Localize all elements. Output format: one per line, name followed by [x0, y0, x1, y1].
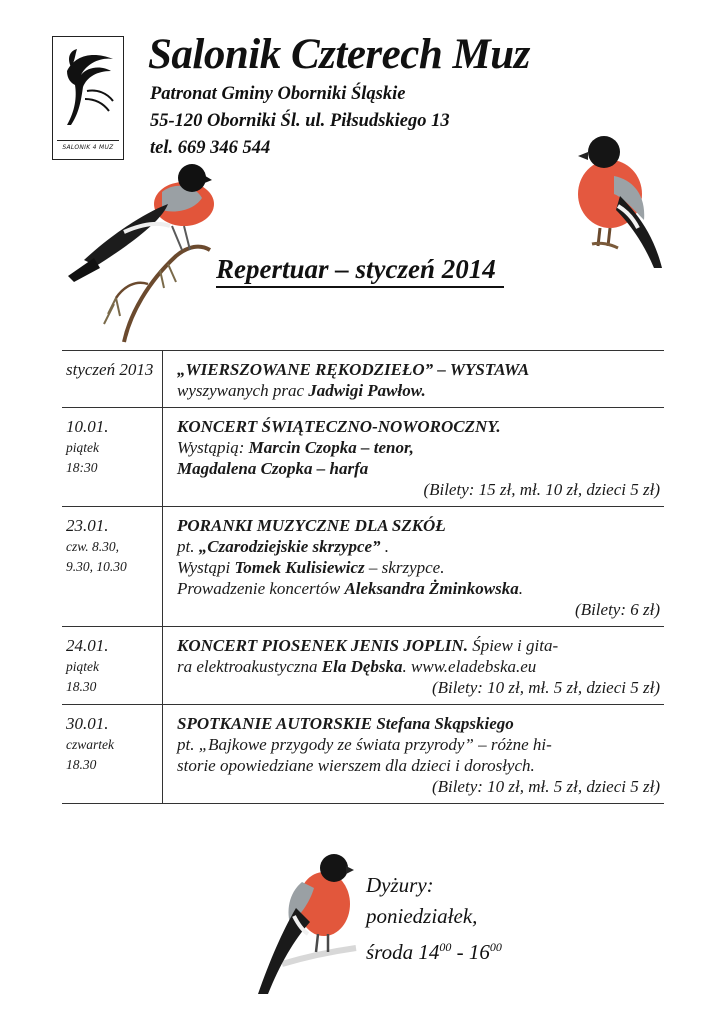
- event-line-text: storie opowiedziane wierszem dla dzieci i dorosłych.: [177, 756, 535, 775]
- duty-end-minutes: 00: [489, 940, 502, 954]
- table-row: [62, 351, 664, 408]
- table-row: [62, 627, 664, 705]
- event-time: 18.30: [66, 679, 97, 694]
- event-details-cell: [163, 705, 665, 804]
- bullfinch-bottom-illustration: [252, 852, 358, 998]
- event-price: (Bilety: 15 zł, mł. 10 zł, dzieci 5 zł): [423, 480, 660, 499]
- event-line-text: – skrzypce.: [364, 558, 445, 577]
- salon-logo: [52, 36, 124, 160]
- event-date-cell: [62, 351, 163, 408]
- muse-logo-icon: [57, 41, 119, 129]
- duty-day-time: środa 14: [366, 940, 440, 964]
- address-line: 55-120 Oborniki Śl. ul. Piłsudskiego 13: [150, 111, 450, 131]
- table-row: [62, 705, 664, 804]
- event-line-text: .: [518, 579, 523, 598]
- event-line-text: Wystąpi: [177, 558, 235, 577]
- table-row: [62, 507, 664, 627]
- event-title: SPOTKANIE AUTORSKIE Stefana Skąpskiego: [177, 714, 514, 733]
- event-day: czw. 8.30,: [66, 539, 119, 554]
- page-title: Salonik Czterech Muz: [148, 31, 530, 78]
- event-line-bold: Magdalena Czopka – harfa: [177, 459, 369, 478]
- event-date: 10.01.: [66, 417, 109, 436]
- event-title: PORANKI MUZYCZNE DLA SZKÓŁ: [177, 516, 446, 535]
- event-price: (Bilety: 10 zł, mł. 5 zł, dzieci 5 zł): [431, 777, 660, 796]
- event-line-text: pt.: [177, 537, 199, 556]
- event-price: (Bilety: 10 zł, mł. 5 zł, dzieci 5 zł): [431, 678, 660, 697]
- event-line-text: ra elektroakustyczna: [177, 657, 322, 676]
- duty-hours-line: [366, 932, 502, 968]
- event-day: piątek: [66, 659, 99, 674]
- event-line-text: Prowadzenie koncertów: [177, 579, 345, 598]
- event-price: (Bilety: 6 zł): [575, 600, 660, 619]
- event-date-cell: [62, 627, 163, 705]
- event-time: 18.30: [66, 757, 97, 772]
- duty-days: poniedziałek,: [366, 904, 478, 928]
- event-title: KONCERT ŚWIĄTECZNO-NOWOROCZNY.: [177, 417, 501, 436]
- event-line-bold: Marcin Czopka – tenor,: [248, 438, 414, 457]
- patron-line: Patronat Gminy Oborniki Śląskie: [150, 84, 406, 104]
- event-date-cell: [62, 705, 163, 804]
- logo-caption: SALONIK 4 MUZ: [57, 140, 119, 155]
- event-line-bold: „Czarodziejskie skrzypce”: [198, 537, 381, 556]
- event-date: styczeń 2013: [66, 360, 154, 379]
- duty-hours: [366, 870, 502, 968]
- bullfinch-branch-illustration: [64, 164, 214, 344]
- event-link-text: . www.eladebska.eu: [402, 657, 537, 676]
- event-line-text: .: [380, 537, 390, 556]
- event-date: 24.01.: [66, 636, 109, 655]
- event-details-cell: [163, 408, 665, 507]
- event-details-cell: [163, 507, 665, 627]
- event-line-bold: Aleksandra Żminkowska: [344, 579, 519, 598]
- event-date: 23.01.: [66, 516, 109, 535]
- table-row: [62, 408, 664, 507]
- events-table: [62, 350, 664, 804]
- event-line-text: wyszywanych prac: [177, 381, 309, 400]
- event-title: KONCERT PIOSENEK JENIS JOPLIN.: [177, 636, 468, 655]
- event-line-bold: Jadwigi Pawłow.: [308, 381, 426, 400]
- event-title: „WIERSZOWANE RĘKODZIEŁO” – WYSTAWA: [177, 360, 530, 379]
- event-line-bold: Tomek Kulisiewicz: [234, 558, 365, 577]
- event-time: 9.30, 10.30: [66, 559, 127, 574]
- event-day: piątek: [66, 440, 99, 455]
- duty-end-time: - 16: [451, 940, 490, 964]
- event-line-text: Śpiew i gita-: [467, 636, 559, 655]
- duty-label: Dyżury:: [366, 873, 434, 897]
- event-day: czwartek: [66, 737, 114, 752]
- event-details-cell: [163, 351, 665, 408]
- duty-start-minutes: 00: [439, 940, 452, 954]
- event-date: 30.01.: [66, 714, 109, 733]
- phone-line: tel. 669 346 544: [150, 138, 271, 158]
- event-line-text: Wystąpią:: [177, 438, 249, 457]
- event-date-cell: [62, 507, 163, 627]
- event-time: 18:30: [66, 460, 98, 475]
- repertoire-heading: Repertuar – styczeń 2014: [216, 252, 504, 288]
- event-date-cell: [62, 408, 163, 507]
- event-line-text: pt. „Bajkowe przygody ze świata przyrody” – różne hi-: [177, 735, 552, 754]
- bullfinch-right-illustration: [574, 136, 666, 272]
- event-line-bold: Ela Dębska: [321, 657, 403, 676]
- event-details-cell: [163, 627, 665, 705]
